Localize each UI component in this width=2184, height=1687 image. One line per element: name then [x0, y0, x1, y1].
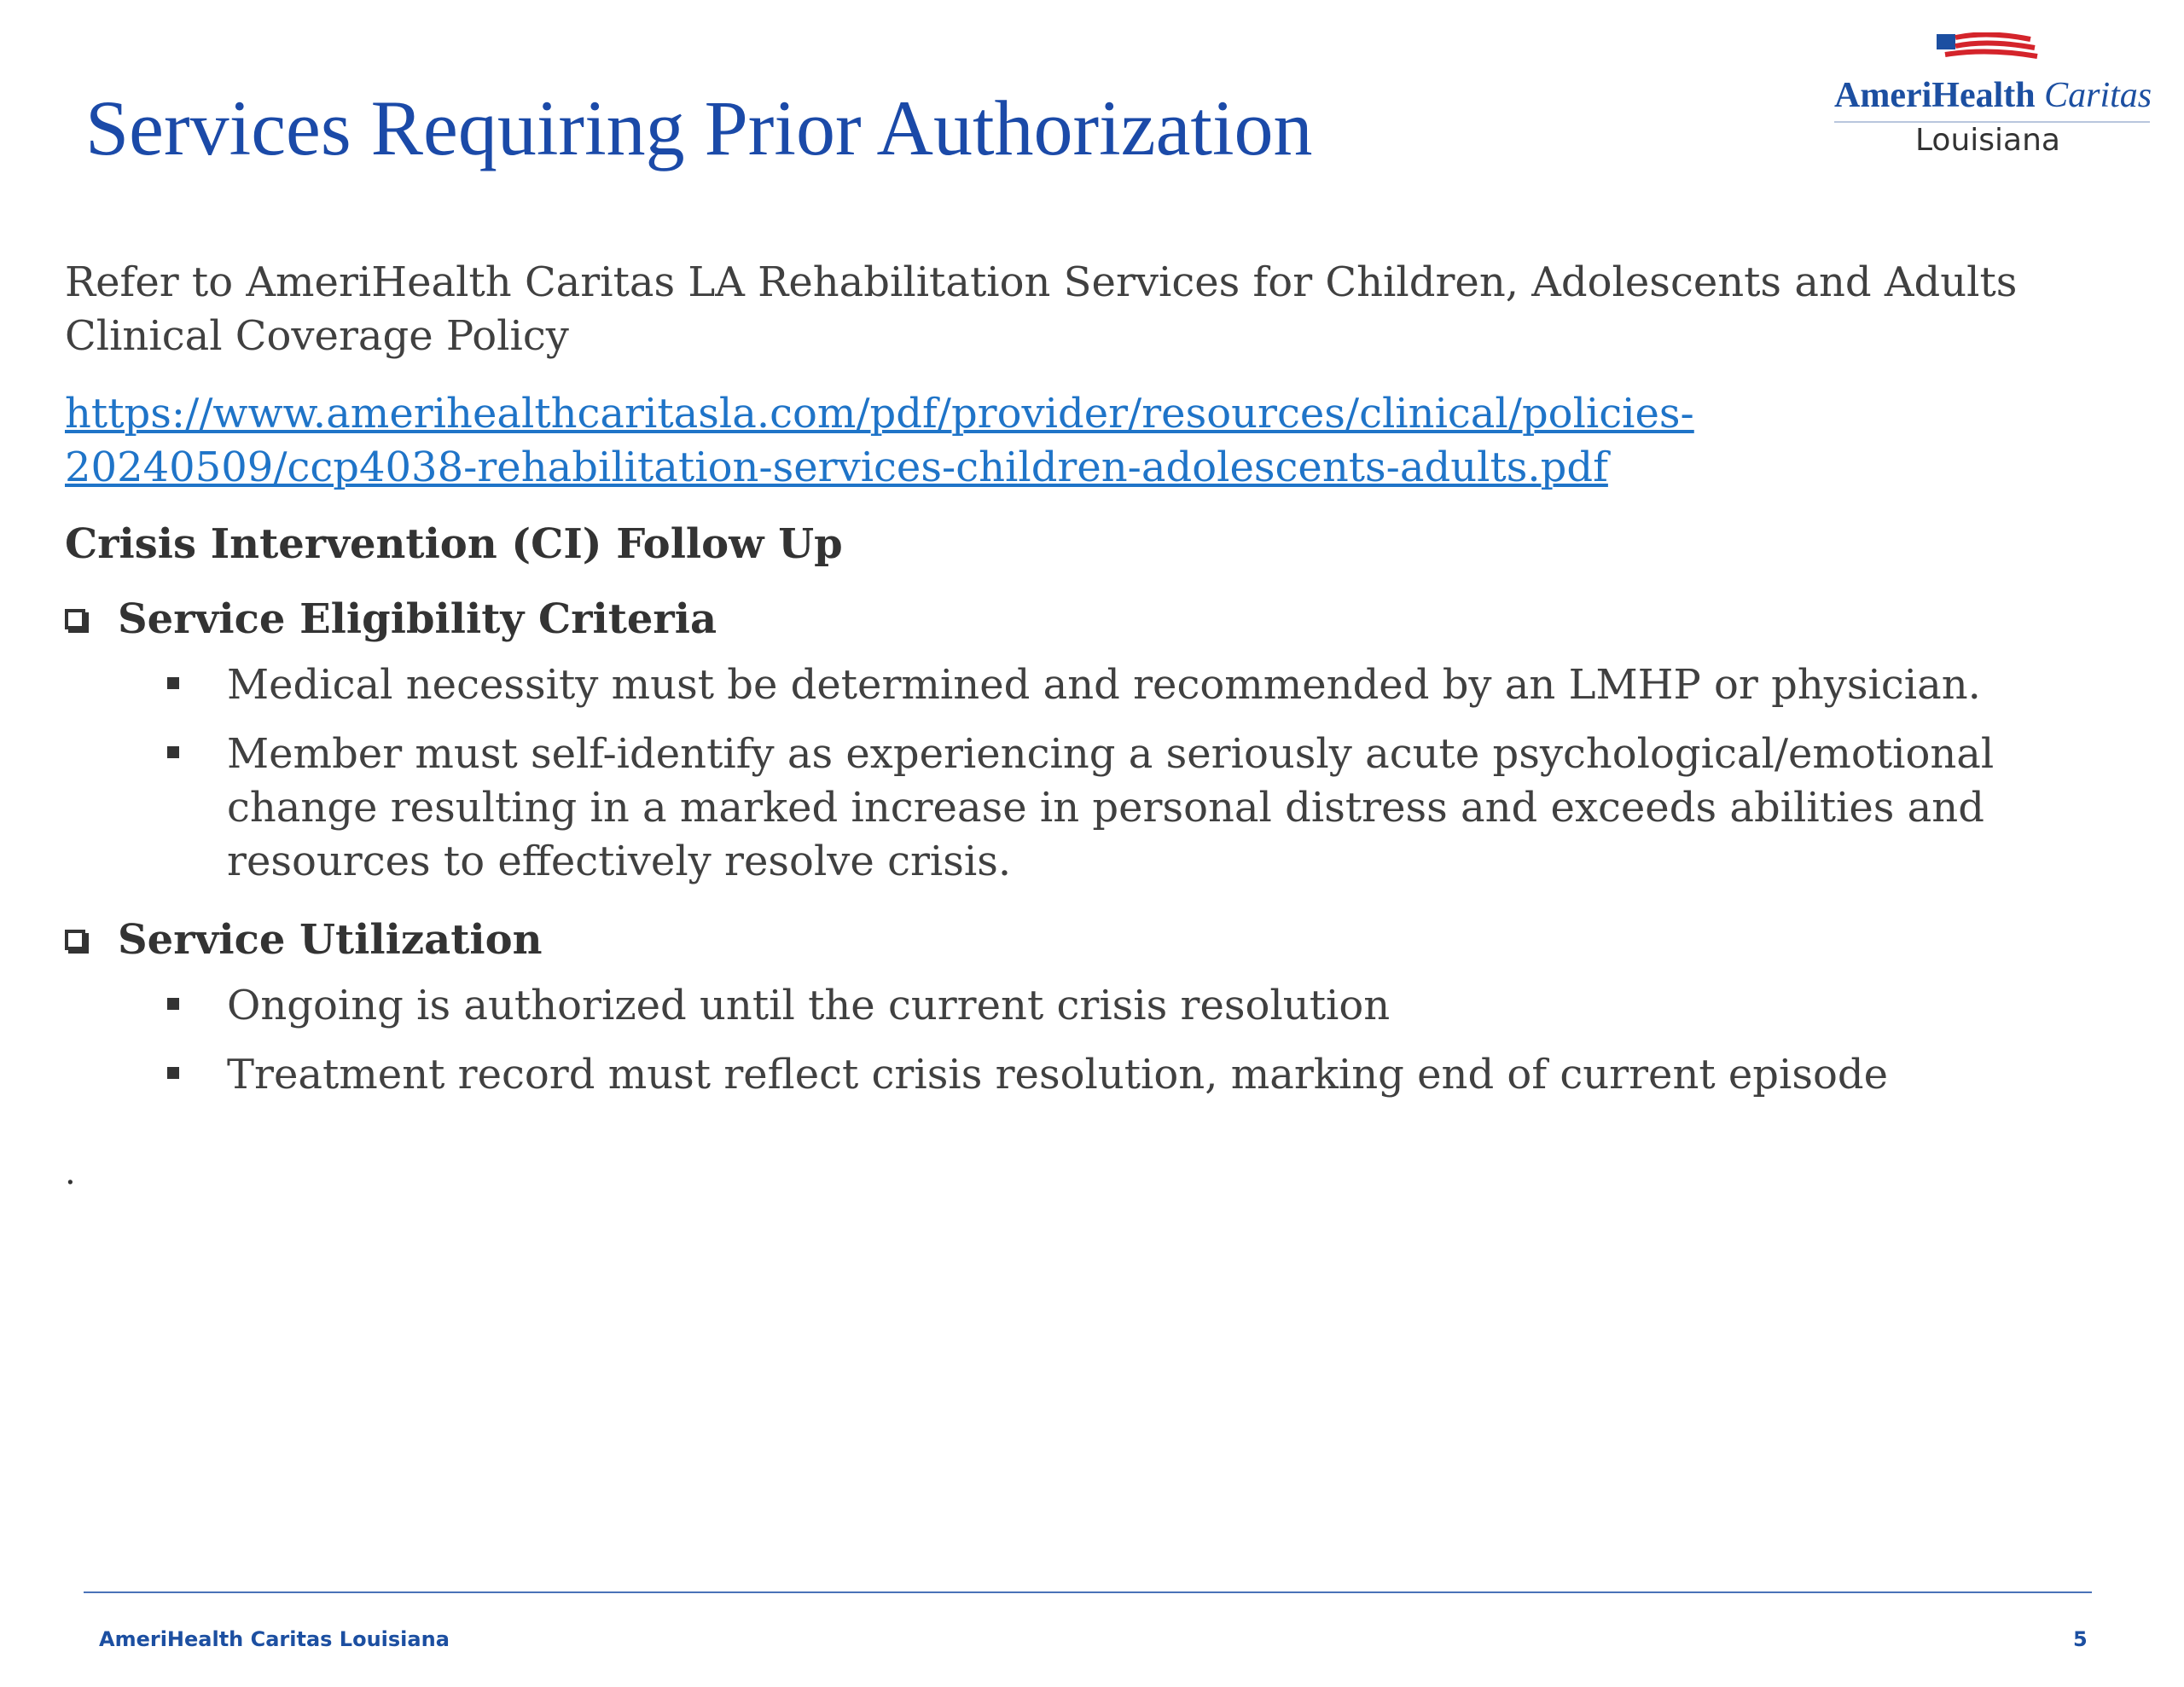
amerihealth-caritas-logo [1826, 32, 2167, 169]
policy-link-paragraph [65, 387, 2112, 495]
logo-wordmark: AmeriHealth Caritas [1834, 76, 2152, 115]
list-item: Member must self-identify as experiencing a seriously acute psychological/emotional change resulting in a marked increase in personal distress and exceeds abilities and resources to effectively resolve crisis. [65, 728, 2087, 889]
checkbox-bullet-icon [65, 930, 85, 950]
flag-icon [1937, 32, 2039, 72]
list-item: Treatment record must reflect crisis resolution, marking end of current episode [65, 1048, 2087, 1102]
square-bullet-icon [167, 998, 179, 1010]
footer-org: AmeriHealth Caritas Louisiana [99, 1627, 450, 1651]
policy-link[interactable]: https://www.amerihealthcaritasla.com/pdf/provider/resources/clinical/policies- 20240509/ccp4038-rehabilitation-services-children-adolescents-adults.pdf [65, 390, 1694, 491]
utilization-list [65, 979, 2112, 1102]
page-number: 5 [2073, 1627, 2088, 1651]
square-bullet-icon [167, 677, 179, 689]
eligibility-title: Service Eligibility Criteria [65, 595, 2112, 643]
slide-body [65, 256, 2112, 1192]
list-item: Ongoing is authorized until the current crisis resolution [65, 979, 2087, 1033]
section-heading: Crisis Intervention (CI) Follow Up [65, 520, 843, 568]
logo-state: Louisiana [1915, 123, 2060, 158]
eligibility-list [65, 658, 2112, 889]
checkbox-bullet-icon [65, 609, 85, 629]
square-bullet-icon [167, 1067, 179, 1079]
list-item: Medical necessity must be determined and recommended by an LMHP or physician. [65, 658, 2087, 712]
trailing-dot: . [65, 1153, 76, 1192]
utilization-title: Service Utilization [65, 916, 2112, 964]
square-bullet-icon [167, 746, 179, 758]
footer-divider [84, 1591, 2092, 1593]
slide-title: Services Requiring Prior Authorization [85, 84, 1313, 171]
intro-text: Refer to AmeriHealth Caritas LA Rehabilitation Services for Children, Adolescents and Adults Clinical Coverage Policy [65, 258, 2018, 360]
